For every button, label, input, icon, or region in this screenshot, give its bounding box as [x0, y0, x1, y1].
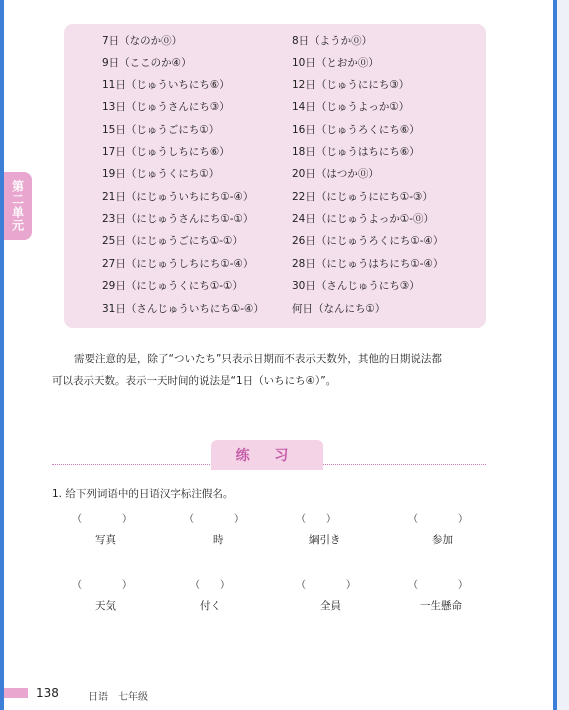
answer-blank[interactable]: （ ）: [408, 514, 468, 525]
exercise-word: 時: [213, 534, 224, 546]
date-cell: 26日（にじゅうろくにち①-④）: [292, 235, 444, 247]
page-number: 138: [36, 686, 59, 700]
date-cell: 11日（じゅういちにち⑥）: [102, 79, 230, 91]
date-cell: 何日（なんにち①）: [292, 303, 386, 315]
date-row: [64, 232, 486, 250]
date-cell: 27日（にじゅうしちにち①-④）: [102, 258, 254, 270]
question-1: 1. 给下列词语中的日语汉字标注假名。: [52, 488, 234, 500]
section-title: 练 习: [211, 440, 323, 470]
date-cell: 22日（にじゅうににち①-③）: [292, 191, 433, 203]
date-row: [64, 76, 486, 94]
date-table: [64, 24, 486, 328]
date-row: [64, 255, 486, 273]
answer-blank[interactable]: （ ）: [72, 580, 132, 591]
date-cell: 31日（さんじゅういちにち①-④）: [102, 303, 264, 315]
answer-blank[interactable]: （ ）: [190, 580, 230, 591]
date-cell: 10日（とおか⓪）: [292, 57, 379, 69]
exercise-word: 写真: [95, 534, 116, 546]
date-cell: 24日（にじゅうよっか①-⓪）: [292, 213, 435, 225]
exercise-word: 一生懸命: [420, 600, 462, 612]
date-row: [64, 98, 486, 116]
exercise-word: 全員: [320, 600, 341, 612]
answer-blank[interactable]: （ ）: [296, 580, 356, 591]
date-row: [64, 54, 486, 72]
date-cell: 16日（じゅうろくにち⑥）: [292, 124, 420, 136]
date-cell: 18日（じゅうはちにち⑥）: [292, 146, 420, 158]
date-row: [64, 32, 486, 50]
unit-tab: 第二单元: [4, 172, 32, 240]
date-cell: 17日（じゅうしちにち⑥）: [102, 146, 230, 158]
date-cell: 23日（にじゅうさんにち①-①）: [102, 213, 254, 225]
note-line: 需要注意的是，除了“ついたち”只表示日期而不表示天数外，其他的日期说法都: [74, 353, 442, 365]
date-cell: 14日（じゅうよっか①）: [292, 101, 410, 113]
date-cell: 12日（じゅうににち③）: [292, 79, 410, 91]
date-cell: 19日（じゅうくにち①）: [102, 168, 220, 180]
note-line: 可以表示天数。表示一天时间的说法是“1日（いちにち④）”。: [52, 375, 337, 387]
right-margin: [557, 0, 569, 710]
date-cell: 30日（さんじゅうにち③）: [292, 280, 420, 292]
answer-blank[interactable]: （ ）: [184, 514, 244, 525]
exercise-word: 天気: [95, 600, 116, 612]
date-cell: 20日（はつか⓪）: [292, 168, 379, 180]
date-cell: 25日（にじゅうごにち①-①）: [102, 235, 243, 247]
left-border: [0, 0, 4, 710]
date-row: [64, 277, 486, 295]
note-paragraph: [52, 348, 492, 392]
date-cell: 13日（じゅうさんにち③）: [102, 101, 230, 113]
date-cell: 29日（にじゅうくにち①-①）: [102, 280, 243, 292]
date-cell: 7日（なのか⓪）: [102, 35, 183, 47]
date-row: [64, 188, 486, 206]
exercise-word: 参加: [432, 534, 453, 546]
book-title: 日语 七年级: [88, 692, 148, 703]
answer-blank[interactable]: （ ）: [408, 580, 468, 591]
exercise-word: 綱引き: [309, 534, 341, 546]
answer-blank[interactable]: （ ）: [72, 514, 132, 525]
date-row: [64, 165, 486, 183]
date-cell: 21日（にじゅういちにち①-④）: [102, 191, 254, 203]
footer-color-bar: [4, 688, 28, 698]
date-cell: 15日（じゅうごにち①）: [102, 124, 220, 136]
date-row: [64, 143, 486, 161]
date-row: [64, 300, 486, 318]
date-cell: 9日（ここのか④）: [102, 57, 192, 69]
date-row: [64, 210, 486, 228]
exercise-word: 付く: [200, 600, 221, 612]
date-row: [64, 121, 486, 139]
answer-blank[interactable]: （ ）: [296, 514, 336, 525]
date-cell: 28日（にじゅうはちにち①-④）: [292, 258, 444, 270]
date-cell: 8日（ようか⓪）: [292, 35, 373, 47]
